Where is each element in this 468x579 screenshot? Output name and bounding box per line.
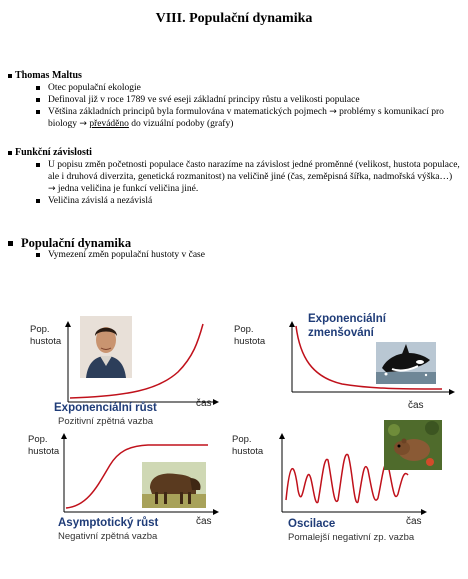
graph-title-line: Exponenciální [308,313,386,325]
portrait-illustration [80,316,132,378]
bullet-list [8,159,460,207]
bullet-icon [8,151,12,155]
x-axis-label: čas [196,516,212,527]
graph-subtitle: Negativní zpětná vazba [58,531,158,542]
y-axis-label-line: hustota [232,446,264,457]
arrow-icon: → [329,107,337,117]
x-axis-label: čas [408,400,424,411]
y-axis-label-line: Pop. [28,434,48,445]
page-title: VIII. Populační dynamika [155,11,313,26]
list-item: Vymezení změn populační hustoty v čase [36,249,460,261]
section-thomas-maltus [8,70,460,130]
vole-photo [384,420,442,470]
vole-illustration [384,420,442,470]
list-item [36,106,460,130]
graph-title-line: zmenšování [308,327,374,339]
graph-exponential-decline [232,312,460,422]
list-item: Definoval již v roce 1789 ve své eseji základní principy růstu a velikosti populace [36,94,460,106]
section-heading-text: Populační dynamika [21,236,132,250]
orca-illustration [376,342,436,384]
item-text: U popisu změn početnosti populace často narazíme na závislost jedné proměnné (velikost, hustota populace, ale i druhová diverzita, genetická rozmanitost) na veličině jiné (čas, zeměpisná šířka, nadmořská výška…) [48,160,460,182]
item-text: jedna veličina je funkcí veličina jiné. [57,184,199,194]
section-funkcni-zavislosti [8,147,460,207]
item-text: problémy s komunikací pro biology [48,107,444,129]
section-heading [8,147,460,159]
graph-title: Oscilace [288,518,336,530]
graph-oscillation [232,420,460,555]
graph-subtitle: Pomalejší negativní zp. vazba [288,532,415,543]
y-axis-label-line: Pop. [232,434,252,445]
section-heading-text: Funkční závislosti [15,147,92,158]
x-axis-label: čas [196,398,212,409]
y-axis-label-line: Pop. [30,324,50,335]
bullet-icon [8,241,13,246]
graph-exponential-growth [18,312,228,437]
item-text: do vizuální podoby (grafy) [131,119,234,129]
graph-title: Asymptotický růst [58,517,159,529]
y-axis-label-line: hustota [30,336,62,347]
graph-asymptotic-growth [18,430,228,555]
y-axis-label-line: hustota [234,336,266,347]
x-axis-label: čas [406,516,422,527]
list-item: Otec populační ekologie [36,82,460,94]
arrow-icon: → [48,184,56,194]
portrait-photo [80,316,132,378]
graph-title: Exponenciální růst [54,402,157,414]
orca-photo [376,342,436,384]
bullet-icon [8,74,12,78]
bison-illustration [142,462,206,508]
bullet-list [8,82,460,130]
section-heading [8,70,460,82]
arrow-icon: → [79,119,87,129]
section-populacni-dynamika [8,237,460,261]
list-item: Veličina závislá a nezávislá [36,195,460,207]
section-heading-text: Thomas Maltus [15,70,82,81]
list-item [36,159,460,195]
y-axis-label-line: hustota [28,446,60,457]
item-text: převáděno [89,119,129,129]
section-heading [8,237,460,249]
y-axis-label-line: Pop. [234,324,254,335]
bullet-list [8,249,460,261]
item-text: Většina základních principů byla formulována v matematických pojmech [48,107,327,117]
bison-photo [142,462,206,508]
graph-subtitle: Pozitivní zpětná vazba [58,416,154,427]
